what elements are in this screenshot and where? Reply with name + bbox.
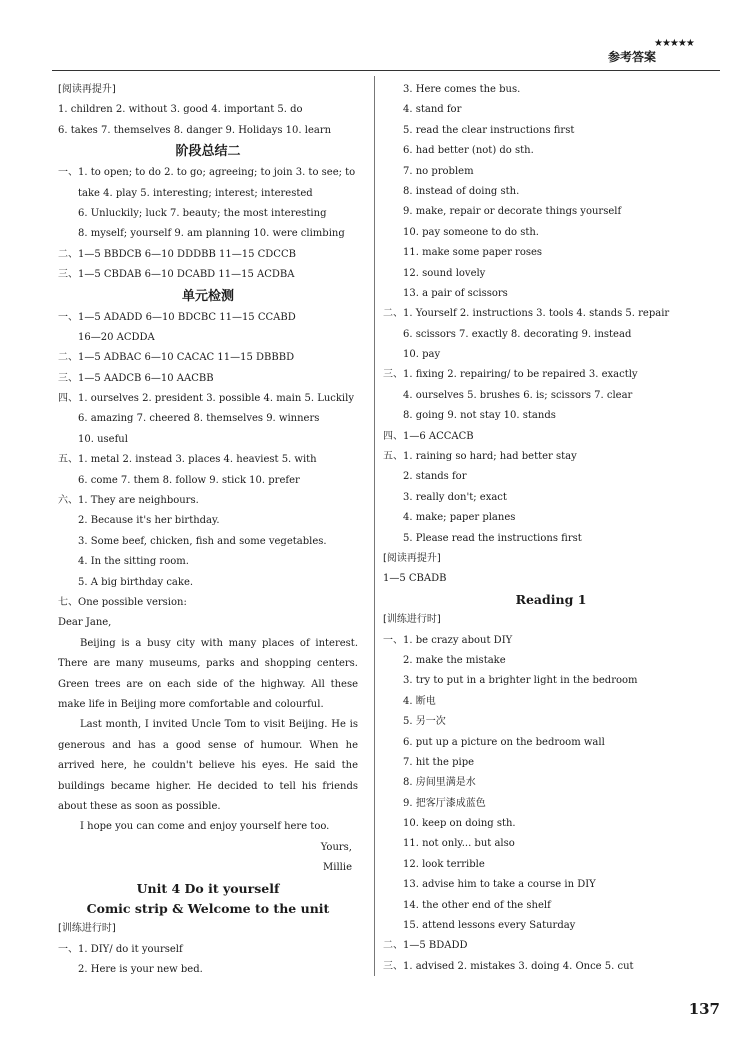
answer-line: 7. hit the pipe: [403, 756, 475, 768]
answer-line: 15. attend lessons every Saturday: [403, 920, 576, 932]
answer-line: 3. try to put in a brighter light in the bedroom: [403, 675, 638, 687]
section-tag: [阅读再提升]: [383, 552, 441, 564]
unit-heading: Comic strip & Welcome to the unit: [86, 900, 330, 916]
answer-line: 16—20 ACDDA: [78, 331, 155, 343]
answer-line: 7. no problem: [403, 165, 474, 177]
answer-line: 6. amazing 7. cheered 8. themselves 9. winners: [78, 413, 320, 425]
answer-line: 13. advise him to take a course in DIY: [403, 879, 596, 891]
answer-line: 1. children 2. without 3. good 4. important 5. do: [58, 104, 303, 116]
answer-line: 2. make the mistake: [403, 654, 506, 666]
answer-line: 四、1—6 ACCACB: [383, 430, 474, 442]
answer-line: 8. instead of doing sth.: [403, 185, 520, 197]
answer-line: 一、1—5 ADADD 6—10 BDCBC 11—15 CCABD: [58, 311, 296, 323]
answer-line: 2. Because it's her birthday.: [78, 515, 220, 527]
answer-line: 2. stands for: [403, 471, 467, 483]
unit-heading: Unit 4 Do it yourself: [136, 880, 280, 896]
answer-line: 4. In the sitting room.: [78, 556, 189, 568]
answer-line: 2. Here is your new bed.: [78, 964, 203, 976]
answer-line: 三、1. fixing 2. repairing/ to be repaired 3. exactly: [383, 369, 638, 381]
answer-line: 12. look terrible: [403, 858, 485, 870]
answer-line: 3. Some beef, chicken, fish and some vegetables.: [78, 535, 327, 547]
header-title: 参考答案: [608, 50, 657, 64]
answer-line: 13. a pair of scissors: [403, 287, 508, 299]
section-heading: 阶段总结二: [175, 144, 241, 160]
answer-line: 三、1. advised 2. mistakes 3. doing 4. Once 5. cut: [383, 960, 634, 972]
answer-line: 5. read the clear instructions first: [403, 124, 575, 136]
answer-line: 11. not only... but also: [403, 838, 515, 850]
page-number: 137: [688, 1000, 720, 1018]
answer-line: 4. ourselves 5. brushes 6. is; scissors 7. clear: [403, 389, 633, 401]
answer-line: 9. make, repair or decorate things yourself: [403, 206, 622, 218]
answer-line: 七、One possible version:: [58, 596, 187, 608]
answer-line: Dear Jane,: [58, 617, 112, 629]
answer-line: 10. useful: [78, 433, 128, 445]
answer-line: 三、1—5 AADCB 6—10 AACBB: [58, 372, 214, 384]
answer-line: 四、1. ourselves 2. president 3. possible 4. main 5. Luckily: [58, 393, 354, 405]
answer-line: take 4. play 5. interesting; interest; interested: [78, 187, 313, 199]
answer-line: 6. Unluckily; luck 7. beauty; the most interesting: [78, 207, 327, 219]
answer-line: 5. 另一次: [403, 716, 446, 728]
answer-line: 二、1—5 BDADD: [383, 940, 468, 952]
letter-paragraph: Last month, I invited Uncle Tom to visit Beijing. He is generous and has a good sense of humour. When he arrived here, he couldn't believe his eyes. He said the buildings became higher. He decided to tell his friends about these as soon as possible.: [58, 719, 358, 812]
answer-line: 4. stand for: [403, 104, 462, 116]
answer-line: 8. 房间里满是水: [403, 777, 476, 789]
answer-line: 三、1—5 CBDAB 6—10 DCABD 11—15 ACDBA: [58, 269, 295, 281]
answer-line: 10. pay: [403, 349, 441, 361]
answer-line: 一、1. DIY/ do it yourself: [58, 943, 183, 955]
answer-line: 6. come 7. them 8. follow 9. stick 10. prefer: [78, 474, 300, 486]
letter-paragraph: I hope you can come and enjoy yourself here too.: [80, 821, 330, 833]
answer-line: 一、1. to open; to do 2. to go; agreeing; to join 3. to see; to: [58, 167, 356, 179]
header-rule: [52, 70, 720, 71]
answer-line: 10. keep on doing sth.: [403, 818, 516, 830]
answer-line: 8. going 9. not stay 10. stands: [403, 410, 556, 422]
answer-line: 8. myself; yourself 9. am planning 10. were climbing: [78, 228, 345, 240]
section-tag: [训练进行时]: [383, 614, 441, 626]
left-column: [58, 80, 358, 980]
answer-line: 5. Please read the instructions first: [403, 532, 582, 544]
section-heading: 单元检测: [181, 288, 234, 304]
section-tag: [训练进行时]: [58, 923, 116, 935]
stars-icon: ★★★★★: [654, 38, 694, 49]
answer-line: 五、1. metal 2. instead 3. places 4. heaviest 5. with: [58, 454, 317, 466]
answer-line: 6. scissors 7. exactly 8. decorating 9. instead: [403, 328, 632, 340]
answer-line: 二、1—5 BBDCB 6—10 DDDBB 11—15 CDCCB: [58, 248, 296, 260]
letter-paragraph: Beijing is a busy city with many places of interest. There are many museums, parks and shopping centers. Green trees are on each side of the highway. All these make life in Beijing more comfortable and colourful.: [58, 637, 358, 710]
right-column: [383, 80, 719, 977]
answer-line: 一、1. be crazy about DIY: [383, 634, 513, 646]
answer-line: 11. make some paper roses: [403, 247, 543, 259]
answer-line: 9. 把客厅漆成蓝色: [403, 797, 486, 809]
answer-line: 六、1. They are neighbours.: [58, 495, 199, 507]
page-header: [596, 38, 726, 62]
answer-line: 3. Here comes the bus.: [403, 84, 521, 95]
answer-line: 6. put up a picture on the bedroom wall: [403, 736, 605, 748]
letter-signoff: Millie: [323, 862, 352, 874]
answer-line: 14. the other end of the shelf: [403, 899, 551, 911]
answer-line: 3. really don't; exact: [403, 491, 507, 503]
answer-line: 五、1. raining so hard; had better stay: [383, 451, 577, 463]
letter-signoff: Yours,: [320, 841, 352, 853]
section-tag: [阅读再提升]: [58, 84, 116, 95]
answer-line: 6. takes 7. themselves 8. danger 9. Holidays 10. learn: [58, 124, 332, 136]
answer-line: 4. 断电: [403, 695, 436, 707]
unit-heading: Reading 1: [515, 591, 587, 607]
answer-line: 二、1. Yourself 2. instructions 3. tools 4. stands 5. repair: [383, 308, 670, 320]
answer-line: 12. sound lovely: [403, 267, 486, 279]
answer-line: 6. had better (not) do sth.: [403, 145, 534, 157]
answer-line: 1—5 CBADB: [383, 573, 447, 585]
answer-line: 5. A big birthday cake.: [78, 576, 194, 588]
answer-line: 10. pay someone to do sth.: [403, 226, 539, 238]
answer-line: 二、1—5 ADBAC 6—10 CACAC 11—15 DBBBD: [58, 352, 295, 364]
answer-line: 4. make; paper planes: [403, 512, 516, 524]
column-divider: [374, 76, 375, 976]
